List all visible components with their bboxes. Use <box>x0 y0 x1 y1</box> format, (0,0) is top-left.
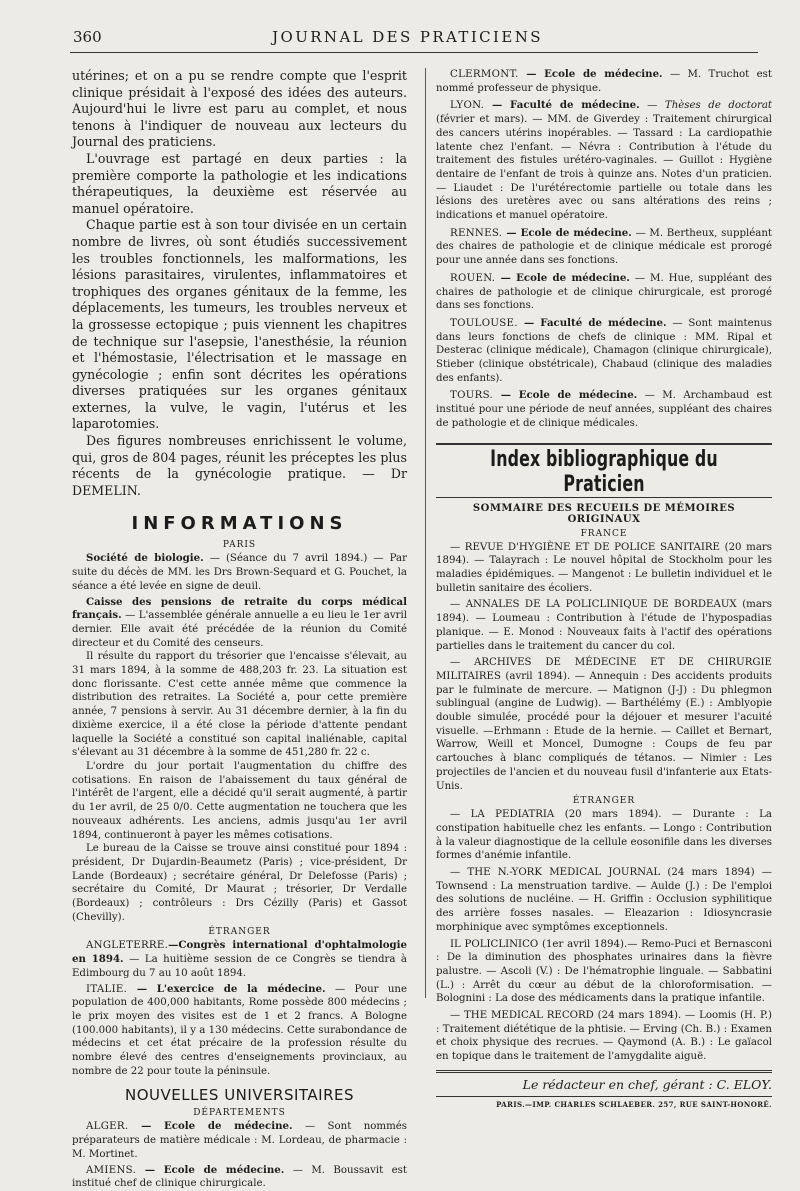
item-text: — M. Truchot est nommé professeur de physique. <box>436 69 772 94</box>
news-item <box>436 68 772 95</box>
sommaire-heading: SOMMAIRE DES RECUEILS DE MÉMOIRES ORIGINAUX <box>472 502 736 525</box>
page-number: 360 <box>73 28 102 46</box>
editor-signature: Le rédacteur en chef, gérant : C. ELOY. <box>522 1076 772 1092</box>
item-place: CLERMONT. <box>450 69 519 80</box>
item-place: TOULOUSE. <box>450 317 518 329</box>
etranger-subheading: ÉTRANGER <box>208 927 271 938</box>
item-text: — Sont maintenus dans leurs fonctions de chefs de clinique : MM. Ripal et Desterac (clinique médicale), Chamagon (clinique chirurgicale), Stieber (clinique obstétricale), Chabaud (clinique des maladies des enfants). <box>436 317 772 384</box>
news-item <box>72 552 407 593</box>
item-title: — Faculté de médecine. <box>484 99 640 112</box>
item-text: (février et mars). — MM. de Giverdey : Traitement chirurgical des cancers utérins inopérables. — Tassard : La cardiopathie latente chez l'enfant. — Névra : Contribution à l'étude du traitement des fistules urétéro-vaginales. — Guillot : Hygiène dentaire de l'enfant de trois à quinze ans. Notes d'un praticien. — Liaudet : De l'urétérectomie partielle ou totale dans les lésions des uretères avec ou sans altérations des reins ; indications et manuel opératoire. <box>436 114 772 222</box>
france-subheading: FRANCE <box>580 528 628 539</box>
item-place: RENNES. <box>450 227 503 239</box>
item-title: — Ecole de médecine. <box>495 271 630 284</box>
item-title: Caisse des pensions de retraite du corps médical français. <box>72 595 407 622</box>
item-place: TOURS. <box>450 390 494 402</box>
left-column <box>72 68 408 1190</box>
item-text: — L'assemblée générale annuelle a eu lieu le 1er avril dernier. Elle avait été précédée de la réunion du Comité directeur et du Comité des censeurs. <box>72 610 407 649</box>
news-item <box>436 272 772 313</box>
paris-subheading: PARIS <box>222 540 257 551</box>
bibliography-entry: — THE N.-YORK MEDICAL JOURNAL (24 mars 1894) — Townsend : La menstruation tardive. — Aulde (J.) : De l'emploi des solutions de nucléine. — H. Griffin : Occlusion syphilitique des arrière fosses nasales. — Eleazarion : Idiosyncrasie morphinique avec symptômes exceptionnels. <box>436 867 772 933</box>
item-text: — Sont nommés préparateurs de matière médicale : M. Lordeau, de pharmacie : M. Mortinet. <box>72 1121 407 1160</box>
item-place: LYON. <box>450 100 485 112</box>
closing-rule <box>436 1070 772 1073</box>
right-column <box>436 68 772 1109</box>
journal-title: JOURNAL DES PRATICIENS <box>272 28 543 46</box>
item-text: — (Séance du 7 avril 1894.) — Par suite du décès de MM. les Drs Brown-Sequard et G. Pouchet, la séance a été levée en signe de deuil. <box>72 553 407 592</box>
news-item <box>72 1120 407 1161</box>
item-text: — La huitième session de ce Congrès se tiendra à Edimbourg du 7 au 10 août 1894. <box>72 954 407 979</box>
item-text: — M. Boussavit est institué chef de clinique chirurgicale. <box>72 1164 408 1190</box>
review-paragraph: utérines; et on a pu se rendre compte que l'esprit clinique présidait à l'exposé des idées des auteurs. Aujourd'hui le livre est paru au complet, et nous tenons à l'indiquer de nouveau aux lecteurs du Journal des praticiens. <box>72 68 407 150</box>
etranger-subheading: ÉTRANGER <box>572 796 636 807</box>
item-place: ALGER. <box>86 1121 129 1133</box>
item-title: — Ecole de médecine. <box>128 1120 293 1133</box>
review-paragraph: Des figures nombreuses enrichissent le volume, qui, gros de 804 pages, réunit les préceptes les plus récents de la gynécologie pratique. — Dr DEMELIN. <box>72 433 407 498</box>
nouvelles-heading: NOUVELLES UNIVERSITAIRES <box>124 1086 355 1105</box>
news-item <box>436 99 772 222</box>
news-paragraph: Le bureau de la Caisse se trouve ainsi constitué pour 1894 : président, Dr Dujardin-Beaumetz (Paris) ; vice-président, Dr Lande (Bordeaux) ; secrétaire général, Dr Delefosse (Paris) ; secrétaire du Comité, Dr Maurat ; trésorier, Dr Verdalle (Bordeaux) ; contrôleurs : Drs Cézilly (Paris) et Gassot (Chevilly). <box>72 843 407 923</box>
bibliography-entry: — ARCHIVES DE MÉDECINE ET DE CHIRURGIE MILITAIRES (avril 1894). — Annequin : Des accidents produits par le fulminate de mercure. — Matignon (J-J) : Du phlegmon sublingual (angine de Ludwig). — Barthélémy (E.) : Amblyopie double simulée, procédé pour la déjouer et mesurer l'acuité visuelle. —Erhmann : Etude de la hernie. — Caillet et Bernart, Warrow, Weill et Moncel, Dumogne : Coups de feu par cartouches à blanc compliqués de tétanos. — Nimier : Les projectiles de l'ancien et du nouveau fusil d'infanterie aux Etats-Unis. <box>436 657 772 792</box>
printer-imprint: PARIS.—IMP. CHARLES SCHLAEBER. 257, RUE SAINT-HONORÉ. <box>436 1096 772 1109</box>
column-divider <box>425 68 426 998</box>
item-title: — Faculté de médecine. <box>517 316 667 329</box>
item-place: ITALIE. <box>86 983 128 995</box>
item-place: AMIENS. <box>86 1164 137 1176</box>
item-text: — M. Archambaud est institué pour une période de neuf années, suppléant des chaires de pathologie et de clinique médicales. <box>436 390 772 429</box>
bibliography-entry: — THE MEDICAL RECORD (24 mars 1894). — Loomis (H. P.) : Traitement diététique de la phtisie. — Erving (Ch. B.) : Examen et choix physique des recrues. — Qaymond (A. B.) : Le gaïacol en topique dans le traitement de l'amygdalite aiguë. <box>436 1010 772 1063</box>
item-place: ROUEN. <box>450 272 496 284</box>
informations-heading: INFORMATIONS <box>131 513 348 535</box>
index-banner <box>436 443 772 498</box>
news-item <box>72 596 407 651</box>
news-item <box>436 227 772 268</box>
item-italic: — Thèses de doctorat <box>639 100 772 112</box>
news-paragraph: L'ordre du jour portait l'augmentation du chiffre des cotisations. En raison de l'abaissement du taux général de l'intérêt de l'argent, elle a décidé qu'il serait augmenté, à partir du 1er avril, de 25 0/0. Cette augmentation ne touchera que les nouveaux adhérents. Les anciens, admis jusqu'au 1er avril 1894, continueront à payer les mêmes cotisations. <box>72 760 407 841</box>
departements-subheading: DÉPARTEMENTS <box>193 1108 286 1119</box>
news-paragraph: Il résulte du rapport du trésorier que l'encaisse s'élevait, au 31 mars 1894, à la somme de 488,203 fr. 23. La situation est donc florissante. C'est cette année même que commence la distribution des retraites. La Société a, pour cette première année, 7 pensions à servir. Au 31 décembre dernier, à la fin du dixième exercice, il a été close la période d'attente pendant laquelle la Société a constitué son capital inaliénable, capital s'élevant au 31 décembre à la somme de 451,280 fr. 22 c. <box>72 651 407 759</box>
header-rule <box>70 52 758 53</box>
index-title: Index bibliographique du Praticien <box>490 446 718 497</box>
item-title: Société de biologie. <box>86 552 204 565</box>
bibliography-entry: IL POLICLINICO (1er avril 1894).— Remo-Puci et Bernasconi : De la diminution des phosphates urinaires dans la fièvre palustre. — Ascoli (V.) : De l'hématrophie linguale. — Sabbatini (L.) : Arrêt du cœur au début de la chloroformisation. — Bolognini : La dose des médicaments dans la pratique infantile. <box>436 938 772 1005</box>
item-title: — Ecole de médecine. <box>493 389 638 402</box>
item-title: — L'exercice de la médecine. <box>127 982 326 995</box>
bibliography-entry: — ANNALES DE LA POLICLINIQUE DE BORDEAUX (mars 1894). — Loumeau : Contribution à l'étude de l'hypospadias planique. — E. Monod : Nouveaux faits à l'actif des opérations partielles dans le traitement du cancer du col. <box>436 599 772 652</box>
item-text: — Pour une population de 400,000 habitants, Rome possède 800 médecins ; le prix moyen des visites est de 1 et 2 francs. A Bologne (100.000 habitants), il y a 130 médecins. Cette surabondance de médecins et cet état précaire de la profession résulte du nombre élevé des centres d'enseignements provinciaux, au nombre de 22 pour toute la péninsule. <box>72 983 407 1077</box>
news-item <box>72 983 407 1079</box>
bibliography-entry: — REVUE D'HYGIÈNE ET DE POLICE SANITAIRE (20 mars 1894). — Talayrach : Le nouvel hôpital de Stockholm pour les maladies épidémiques. — Mangenot : Le bulletin individuel et le bulletin sanitaire des écoliers. <box>436 541 772 594</box>
item-title: —Congrès international d'ophtalmologie en 1894. <box>72 939 407 966</box>
item-title: — Ecole de médecine. <box>502 226 632 239</box>
item-title: — Ecole de médecine. <box>518 68 663 80</box>
review-paragraph: Chaque partie est à son tour divisée en un certain nombre de livres, où sont étudiés successivement les troubles fonctionnels, les malformations, les lésions parasitaires, virulentes, inflammatoires et trophiques des organes génitaux de la femme, les déplacements, les tumeurs, les troubles nerveux et la grossesse ectopique ; puis viennent les chapitres de technique sur l'asepsie, l'anesthésie, la réunion et l'hémostasie, l'électrisation et le massage en gynécologie ; enfin sont décrites les opérations diverses pratiquées sur les organes génitaux externes, la vulve, le vagin, l'utérus et les laparotomies. <box>72 217 407 432</box>
review-paragraph: L'ouvrage est partagé en deux parties : la première comporte la pathologie et les indications thérapeutiques, la deuxième est réservée au manuel opératoire. <box>72 150 407 216</box>
bibliography-entry: — LA PEDIATRIA (20 mars 1894). — Durante : La constipation habituelle chez les enfants. — Longo : Contribution à la valeur diagnostique de la cellule eosonifile dans les diverses formes d'anémie infantile. <box>436 809 772 862</box>
item-place: ANGLETERRE. <box>86 940 169 952</box>
item-title: — Ecole de médecine. <box>136 1163 285 1176</box>
item-text: — M. Hue, suppléant des chaires de pathologie et de clinique chirurgicale, est prorogé dans ses fonctions. <box>436 272 772 312</box>
news-item <box>72 1164 407 1191</box>
item-text: — M. Bertheux, suppléant des chaires de pathologie et de clinique médicale est prorogé pour une année dans ses fonctions. <box>436 227 772 267</box>
news-item <box>72 939 407 980</box>
page-header <box>55 22 760 50</box>
news-item <box>436 389 772 430</box>
news-item <box>436 317 772 386</box>
